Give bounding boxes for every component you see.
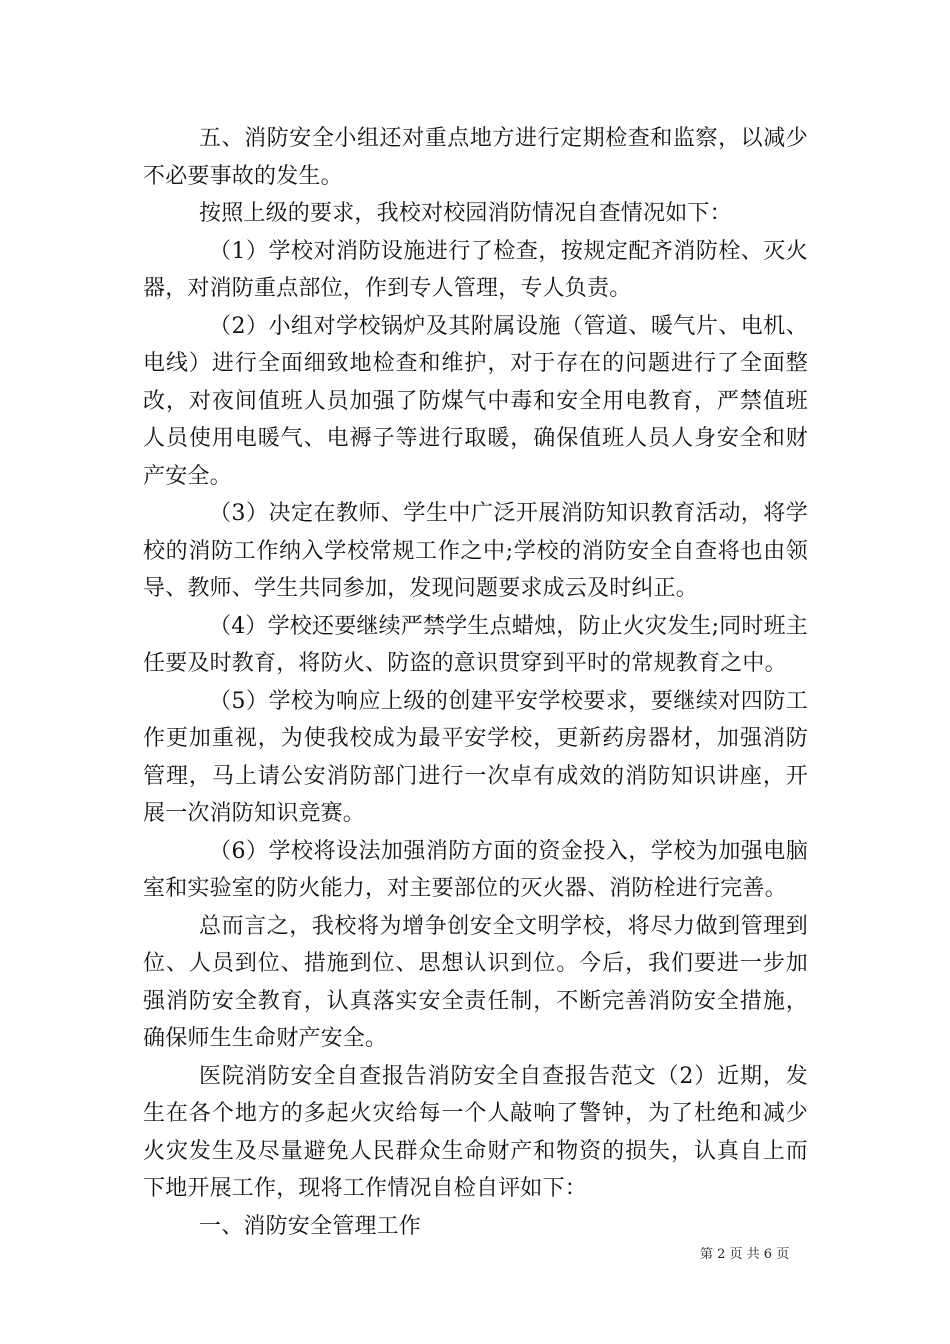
paragraph-item-6: （6）学校将设法加强消防方面的资金投入，学校为加强电脑室和实验室的防火能力，对主要部位的灭火器、消防栓进行完善。 [143,838,808,901]
paragraph-item-2: （2）小组对学校锅炉及其附属设施（管道、暖气片、电机、电线）进行全面细致地检查和维护，对于存在的问题进行了全面整改，对夜间值班人员加强了防煤气中毒和安全用电教育，严禁值班人员使用电暖气、电褥子等进行取暖，确保值班人员人身安全和财产安全。 [143,313,808,489]
paragraph-item-5: （5）学校为响应上级的创建平安学校要求，要继续对四防工作更加重视，为使我校成为最平安学校，更新药房器材，加强消防管理，马上请公安消防部门进行一次卓有成效的消防知识讲座，开展一次消防知识竞赛。 [143,688,808,826]
paragraph-item-3: （3）决定在教师、学生中广泛开展消防知识教育活动，将学校的消防工作纳入学校常规工作之中;学校的消防安全自查将也由领导、教师、学生共同参加，发现问题要求成云及时纠正。 [143,501,808,601]
section-heading-one: 一、消防安全管理工作 [199,1213,422,1239]
paragraph-hospital-report: 医院消防安全自查报告消防安全自查报告范文（2）近期，发生在各个地方的多起火灾给每一个人敲响了警钟，为了杜绝和减少火灾发生及尽量避免人民群众生命财产和物资的损失，认真自上而下地开展工作，现将工作情况自检自评如下： [143,1063,808,1201]
page-number: 第 2 页 共 6 页 [700,1247,790,1262]
paragraph-item-4: （4）学校还要继续严禁学生点蜡烛，防止火灾发生;同时班主任要及时教育，将防火、防盗的意识贯穿到平时的常规教育之中。 [143,613,809,676]
paragraph-item-1: （1）学校对消防设施进行了检查，按规定配齐消防栓、灭火器，对消防重点部位，作到专人管理，专人负责。 [143,238,808,301]
document-body [143,120,808,1245]
paragraph-conclusion: 总而言之，我校将为增争创安全文明学校，将尽力做到管理到位、人员到位、措施到位、思想认识到位。今后，我们要进一步加强消防安全教育，认真落实安全责任制，不断完善消防安全措施，确保师生生命财产安全。 [143,913,808,1051]
paragraph-section-five: 五、消防安全小组还对重点地方进行定期检查和监察，以减少不必要事故的发生。 [143,126,808,189]
paragraph-intro: 按照上级的要求，我校对校园消防情况自查情况如下： [199,201,732,226]
